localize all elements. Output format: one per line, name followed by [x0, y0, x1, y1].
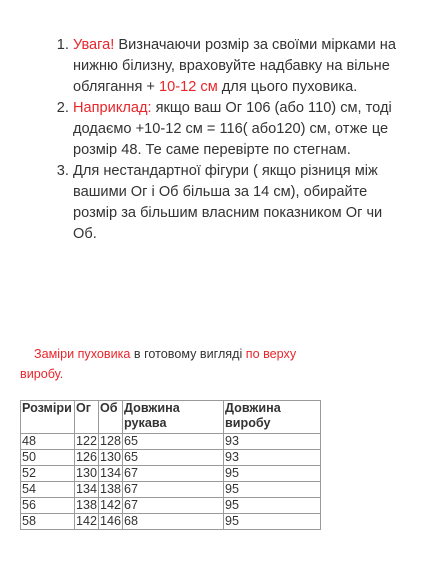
table-cell: 95: [224, 514, 321, 530]
column-header-sleeve-length: Довжина рукава: [123, 401, 224, 434]
table-cell: 138: [76, 498, 98, 512]
table-cell: 122: [76, 434, 98, 448]
table-cell: 67: [123, 498, 224, 514]
table-cell: 142: [100, 498, 122, 512]
table-cell: 126: [76, 450, 98, 464]
table-cell: 138: [100, 482, 122, 496]
table-cell: 134: [100, 466, 122, 480]
table-cell: 52: [21, 466, 75, 482]
table-cell: 67: [123, 466, 224, 482]
measurements-summary: [20, 344, 320, 384]
column-header-size: Розміри: [21, 401, 75, 434]
column-header-hips: Об: [99, 401, 123, 434]
table-cell: 56: [21, 498, 75, 514]
table-row: [21, 434, 321, 450]
table-cell: 58: [21, 514, 75, 530]
table-cell: 67: [123, 482, 224, 498]
table-cell: 95: [224, 466, 321, 482]
table-cell: 93: [224, 434, 321, 450]
summary-highlight: Заміри пуховика: [34, 347, 131, 361]
note-highlight-allowance: 10-12 см: [159, 79, 218, 95]
note-item-2: [73, 98, 403, 161]
table-cell: 95: [224, 498, 321, 514]
note-text: якщо ваш Ог 106 (або 110) см, тоді додаємо +10-12 см = 116( або120) см, отже це розмір 48. Те саме перевірте по стегнам.: [73, 100, 392, 158]
table-row: [21, 450, 321, 466]
summary-text: в готовому вигляді: [130, 347, 246, 361]
table-row: [21, 466, 321, 482]
table-cell: 48: [21, 434, 75, 450]
table-cell: 95: [224, 482, 321, 498]
table-cell: 68: [123, 514, 224, 530]
column-header-garment-length: Довжина виробу: [224, 401, 321, 434]
table-header-row: [21, 401, 321, 434]
note-text: Для нестандартної фігури ( якщо різниця між вашими Ог і Об більша за 14 см), обирайте розмір за більшим власним показником Ог чи Об.: [73, 163, 383, 242]
summary-highlight: по верху виробу.: [20, 347, 297, 381]
note-item-1: [73, 35, 403, 98]
table-cell: 93: [224, 450, 321, 466]
table-cell: 65: [123, 450, 224, 466]
table-row: [21, 514, 321, 530]
note-item-3: [73, 161, 403, 245]
note-text: для цього пуховика.: [217, 79, 358, 95]
table-row: [21, 498, 321, 514]
table-cell: 50: [21, 450, 75, 466]
table-cell: 146: [100, 514, 122, 528]
table-row: [21, 482, 321, 498]
table-cell: 128: [100, 434, 122, 448]
size-notes-list: [28, 35, 403, 245]
column-header-chest: Ог: [75, 401, 99, 434]
table-cell: 134: [76, 482, 98, 496]
table-cell: 130: [100, 450, 122, 464]
note-text: Визначаючи розмір за своїми мірками на нижню білизну, враховуйте надбавку на вільне облягання +: [73, 37, 396, 95]
table-cell: 54: [21, 482, 75, 498]
table-cell: 142: [76, 514, 98, 528]
table-cell: 65: [123, 434, 224, 450]
table-cell: 130: [76, 466, 98, 480]
size-table: [20, 400, 321, 530]
note-lead-example: Наприклад:: [73, 100, 152, 116]
note-lead-attention: Увага!: [73, 37, 115, 53]
